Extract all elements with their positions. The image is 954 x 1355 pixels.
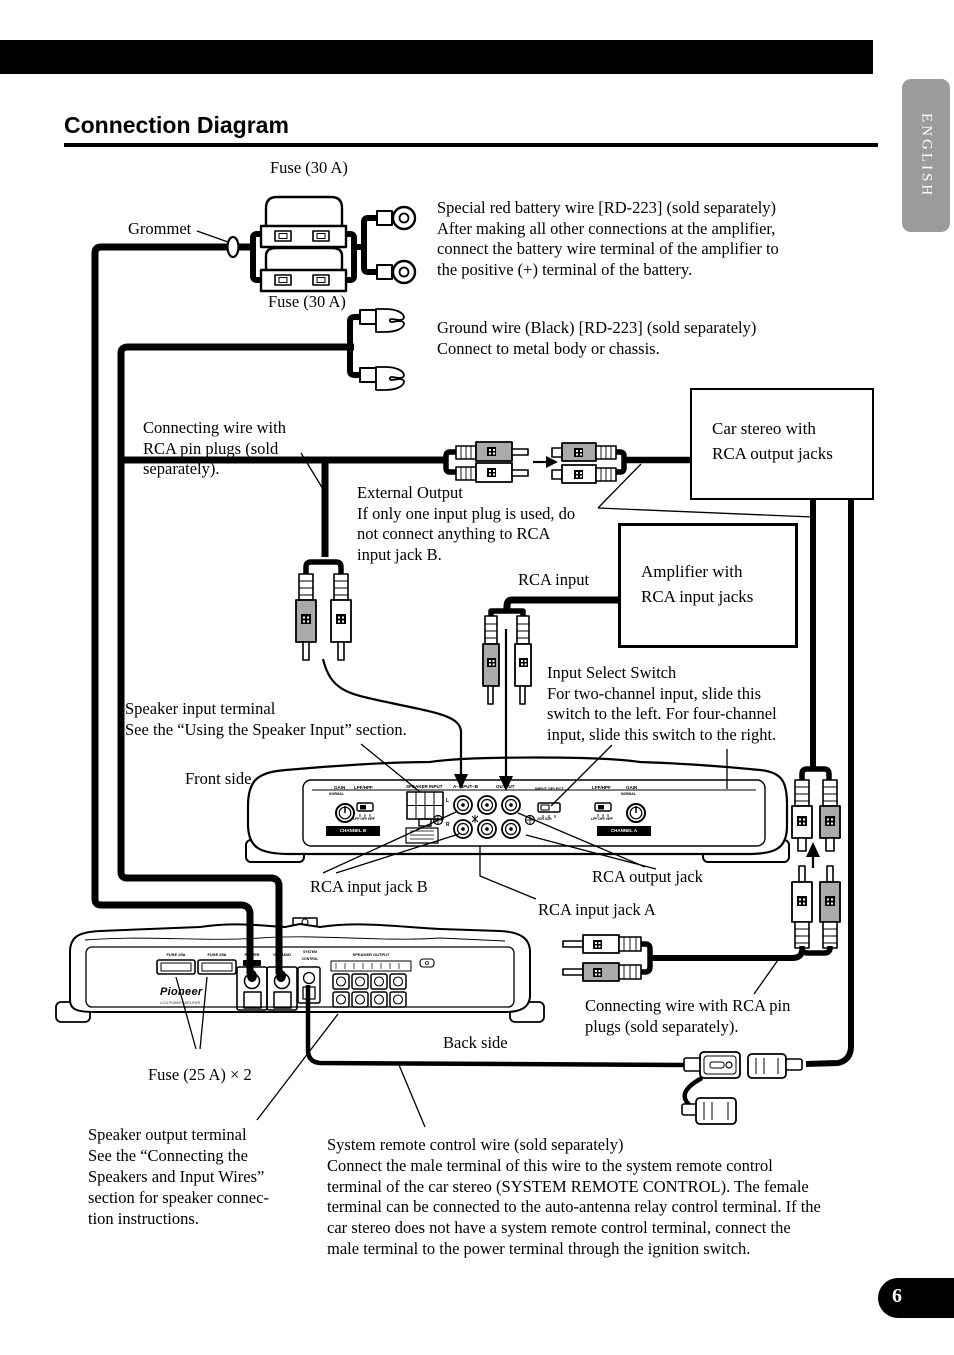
speaker-output-note-line: Speakers and Input Wires”	[88, 1167, 265, 1186]
power-wire-end	[247, 970, 257, 982]
system-remote-note-line: Connect the male terminal of this wire to the system remote control	[327, 1155, 773, 1175]
rca-plug-pair-down	[296, 574, 351, 660]
back-side-label: Back side	[443, 1033, 508, 1052]
front-gain-label-right: GAIN	[626, 785, 638, 790]
grommet-label: Grommet	[128, 219, 192, 238]
external-output-note-line: External Output	[357, 483, 463, 502]
front-normal-label-left: NORMAL	[329, 792, 344, 796]
plug-direction-arrow-up	[806, 842, 820, 868]
front-lpfhpf-label-left: LPF/HPF	[354, 785, 373, 790]
rca-female-pair	[552, 443, 690, 483]
rca-plug-bracket	[306, 562, 341, 574]
input-select-note-line: Input Select Switch	[547, 663, 677, 682]
battery-wire-note-line: the positive (+) terminal of the battery.	[437, 259, 693, 279]
back-amplifier-illustration	[56, 918, 544, 1022]
speaker-output-note	[88, 1124, 269, 1229]
rca-input-wire	[491, 600, 618, 616]
ground-wire-note	[437, 318, 756, 359]
front-lpfhpf-label-right: LPF/HPF	[592, 785, 611, 790]
car-stereo-box-line: RCA output jacks	[712, 444, 833, 463]
input-select-note-line: input, slide this switch to the right.	[547, 724, 777, 744]
remote-female-connector-loop	[682, 1098, 736, 1124]
input-select-note	[547, 663, 777, 745]
remote-male-connector	[684, 1052, 740, 1078]
speaker-input-note	[125, 699, 407, 740]
speaker-input-note-line: Speaker input terminal	[125, 699, 276, 718]
front-normal-label-right: NORMAL	[621, 792, 636, 796]
fuse-25a-label: Fuse (25 A) × 2	[148, 1065, 252, 1084]
ground-terminal-label: GROUND	[273, 952, 291, 957]
car-stereo-box-line: Car stereo with	[712, 419, 816, 438]
ring-terminal-2	[377, 261, 415, 283]
ring-terminal-1	[377, 207, 415, 229]
battery-wire-note-line: Special red battery wire [RD-223] (sold separately)	[437, 198, 777, 217]
system-remote-note-line: car stereo does not have a system remote control terminal, connect the	[327, 1218, 791, 1238]
system-control-label-2: CONTROL	[301, 957, 319, 961]
speaker-output-note-line: See the “Connecting the	[88, 1146, 248, 1165]
speaker-output-panel-label: SPEAKER OUTPUT	[352, 952, 390, 957]
grommet-shape	[228, 237, 239, 257]
front-gain-label-left: GAIN	[334, 785, 346, 790]
system-remote-note	[327, 1135, 821, 1260]
external-output-note-line: not connect anything to RCA	[357, 524, 551, 543]
rca-female-pair-down	[792, 769, 840, 851]
model-line: 4-CH POWER AMPLIFIER	[160, 1001, 201, 1005]
rca-male-pair-right	[446, 442, 528, 482]
connecting-wire-note-2-line: Connecting wire with RCA pin	[585, 996, 791, 1015]
speaker-output-note-line: section for speaker connec-	[88, 1188, 269, 1207]
rca-pair-left	[563, 935, 662, 981]
rca-input-jack-b-label: RCA input jack B	[310, 877, 428, 896]
battery-wire-note-line: connect the battery wire terminal of the amplifier to	[437, 239, 779, 258]
page-number: 6	[892, 1285, 902, 1307]
amplifier-box-line: RCA input jacks	[641, 587, 754, 606]
amplifier-box	[618, 523, 798, 648]
system-remote-note-line: terminal can be connected to the auto-antenna relay control terminal. If the	[327, 1197, 821, 1217]
channel-a-badge: CHANNEL A	[597, 826, 651, 836]
fork-terminal-1	[360, 309, 404, 332]
page-number-badge	[878, 1278, 954, 1318]
speaker-input-panel-label: SPEAKER INPUT	[406, 784, 443, 789]
right-channel-mark: R	[446, 822, 450, 828]
input-select-panel-label: INPUT SELECT	[535, 786, 564, 791]
speaker-output-note-line: Speaker output terminal	[88, 1125, 247, 1144]
back-fuse-label-2: FUSE 25A	[207, 952, 227, 957]
battery-wire-note	[437, 198, 779, 280]
ground-wire-note-line: Connect to metal body or chassis.	[437, 338, 660, 358]
connecting-wire-note-line: separately).	[143, 459, 220, 478]
remote-female-connector-right	[748, 1054, 802, 1078]
amplifier-box-line: Amplifier with	[641, 562, 743, 581]
rca-input-jack-a-label: RCA input jack A	[538, 900, 656, 919]
ground-wire-note-line: Ground wire (Black) [RD-223] (sold separately)	[437, 318, 757, 337]
ground-fork-wiring	[350, 317, 360, 375]
speaker-output-note-line: tion instructions.	[88, 1209, 199, 1228]
page-title: Connection Diagram	[64, 112, 289, 138]
input-select-note-line: switch to the left. For four-channel	[547, 704, 777, 723]
external-output-note-line: If only one input plug is used, do	[357, 503, 576, 523]
connecting-wire-note	[143, 418, 286, 480]
external-output-note	[357, 483, 575, 565]
connecting-wire-note-line: Connecting wire with	[143, 418, 286, 437]
rca-output-jack-label: RCA output jack	[592, 867, 703, 886]
rca-input-label: RCA input	[518, 570, 590, 589]
back-fuse-label-1: FUSE 25A	[166, 952, 186, 957]
front-filter-marks-left: LPF OFF HPF	[353, 817, 375, 821]
input-select-range: 2CH 4CH	[537, 817, 552, 821]
pioneer-logo: Pioneer	[160, 986, 203, 998]
fuse-holder-top	[261, 197, 346, 247]
connecting-wire-note-line: RCA pin plugs (sold	[143, 438, 279, 458]
ground-wire-end	[276, 970, 286, 982]
language-tab-label: ENGLISH	[918, 112, 935, 199]
channel-b-badge: CHANNEL B	[326, 826, 380, 836]
input-jacks-panel-label: A–INPUT–B	[453, 784, 479, 789]
connecting-wire-note-2-line: plugs (sold separately).	[585, 1016, 739, 1036]
connecting-wire-note-2	[585, 996, 790, 1037]
output-panel-label: OUTPUT	[496, 784, 515, 789]
fuse-30a-top-label: Fuse (30 A)	[270, 158, 348, 177]
front-side-label: Front side	[185, 769, 252, 788]
left-channel-mark: L	[446, 798, 450, 804]
system-remote-note-line: System remote control wire (sold separately)	[327, 1135, 624, 1154]
fuse-30a-bottom-label: Fuse (30 A)	[268, 292, 346, 311]
battery-wire-note-line: After making all other connections at the amplifier,	[437, 218, 776, 238]
external-output-note-line: input jack B.	[357, 544, 442, 564]
system-remote-note-line: terminal of the car stereo (SYSTEM REMOTE CONTROL). The female	[327, 1176, 809, 1196]
system-control-label-1: SYSTEM	[303, 950, 317, 954]
front-amplifier-illustration	[246, 758, 789, 863]
car-stereo-box	[690, 388, 874, 500]
system-remote-note-line: male terminal to the power terminal through the ignition switch.	[327, 1238, 751, 1258]
input-select-note-line: For two-channel input, slide this	[547, 683, 762, 703]
front-filter-marks-right: LPF OFF HPF	[591, 817, 613, 821]
speaker-input-note-line: See the “Using the Speaker Input” section.	[125, 719, 407, 739]
fork-terminal-2	[360, 367, 404, 390]
power-terminal-label: POWER	[244, 952, 260, 957]
fuse-holder-bottom	[261, 248, 346, 291]
